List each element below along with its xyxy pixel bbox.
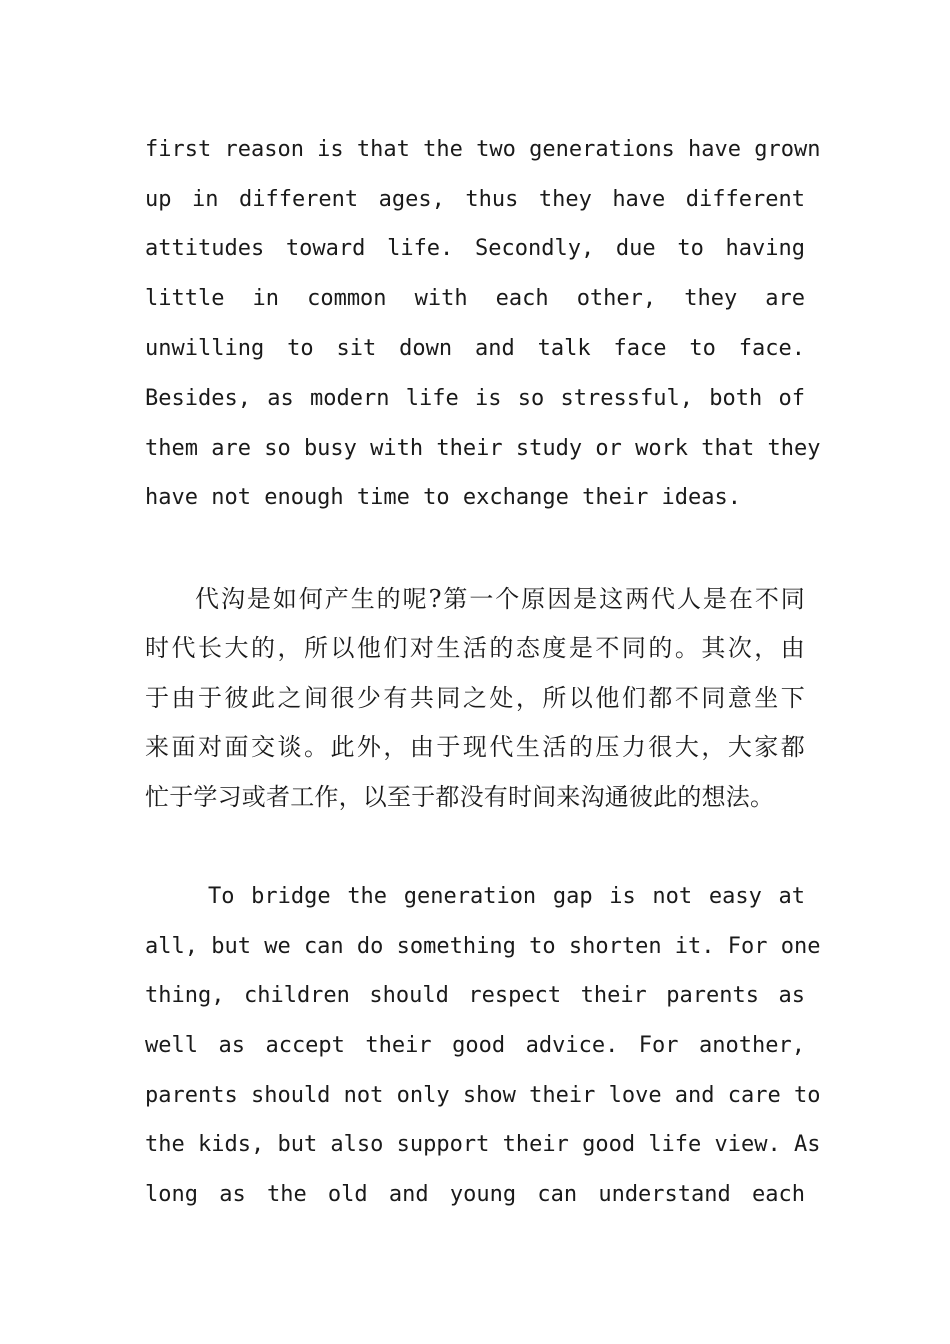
text-line: the kids, but also support their good life view. As: [145, 1132, 821, 1157]
text-line: 来面对面交谈。此外，由于现代生活的压力很大，大家都: [145, 733, 805, 761]
text-line: parents should not only show their love and care to: [145, 1083, 821, 1108]
text-line: well as accept their good advice. For another,: [145, 1033, 805, 1058]
text-line: 于由于彼此之间很少有共同之处，所以他们都不同意坐下: [145, 684, 805, 712]
text-line: all, but we can do something to shorten it. For one: [145, 934, 821, 959]
text-line: 代沟是如何产生的呢?第一个原因是这两代人是在不同: [195, 585, 805, 613]
text-line: 时代长大的，所以他们对生活的态度是不同的。其次，由: [145, 634, 805, 662]
text-line: them are so busy with their study or work that they: [145, 436, 821, 461]
text-line: attitudes toward life. Secondly, due to having: [145, 236, 805, 261]
text-line: thing, children should respect their parents as: [145, 983, 805, 1008]
text-line: up in different ages, thus they have different: [145, 187, 805, 212]
text-line: have not enough time to exchange their ideas.: [145, 485, 742, 510]
text-line: Besides, as modern life is so stressful, both of: [145, 386, 805, 411]
text-line: To bridge the generation gap is not easy at: [208, 884, 805, 909]
text-line: little in common with each other, they are: [145, 286, 805, 311]
text-line: unwilling to sit down and talk face to face.: [145, 336, 805, 361]
text-line: long as the old and young can understand each: [145, 1182, 805, 1207]
text-line: first reason is that the two generations have grown: [145, 137, 821, 162]
text-line: 忙于学习或者工作，以至于都没有时间来沟通彼此的想法。: [145, 783, 775, 811]
